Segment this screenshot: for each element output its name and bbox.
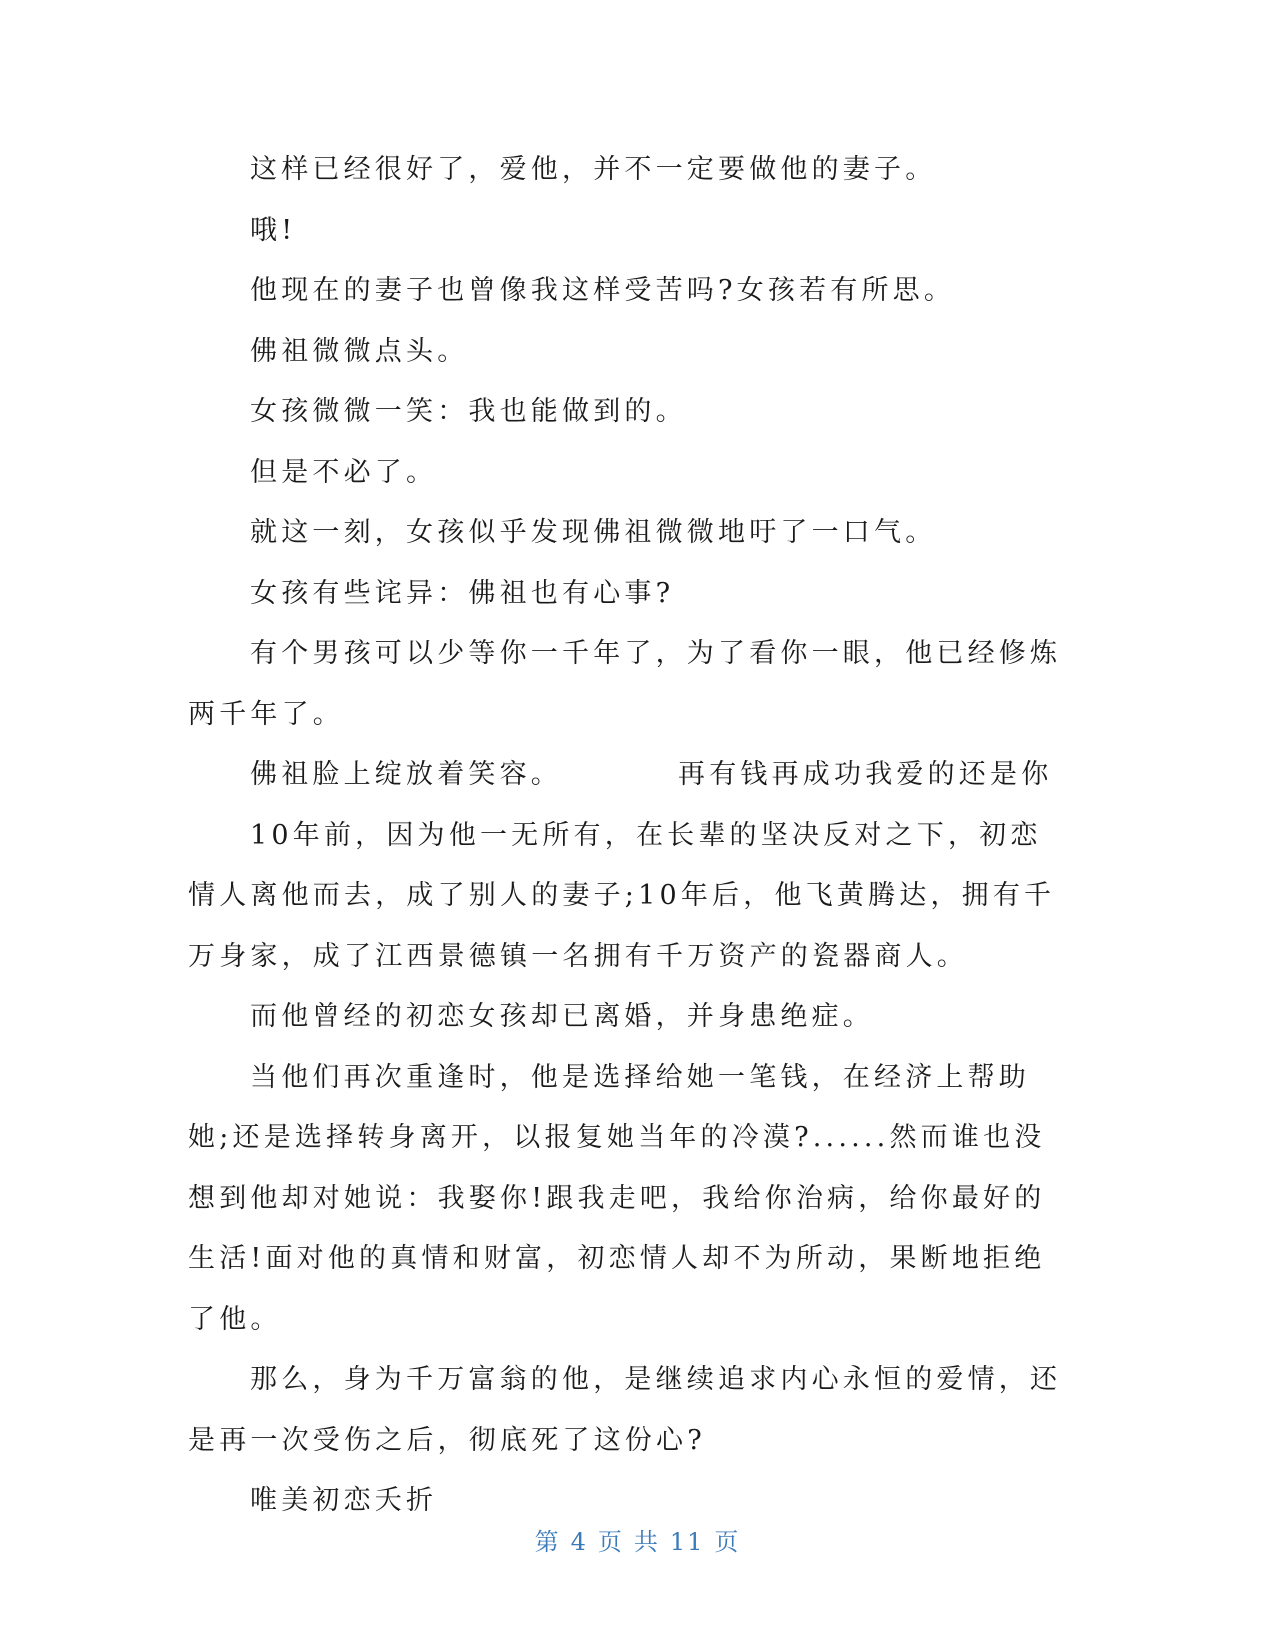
paragraph-9: 有个男孩可以少等你一千年了，为了看你一眼，他已经修炼两千年了。 <box>188 638 1062 730</box>
footer-suffix: 页 <box>714 1528 741 1556</box>
paragraph-10-text: 佛祖脸上绽放着笑容。 <box>250 759 562 790</box>
footer-page-unit: 页 <box>597 1528 624 1556</box>
footer-current-page: 4 <box>570 1528 588 1556</box>
paragraph-13: 当他们再次重逢时，他是选择给她一笔钱，在经济上帮助她;还是选择转身离开，以报复她当年的冷漠?......然而谁也没想到他却对她说：我娶你!跟我走吧，我给你治病，给你最好的生活!面对他的真情和财富，初恋情人却不为所动，果断地拒绝了他。 <box>188 1061 1046 1335</box>
footer-prefix: 第 <box>534 1528 561 1556</box>
paragraph-10 <box>188 745 1068 806</box>
paragraph-14: 那么，身为千万富翁的他，是继续追求内心永恒的爱情，还是再一次受伤之后，彻底死了这份心? <box>188 1364 1062 1456</box>
paragraph-7: 就这一刻，女孩似乎发现佛祖微微地吁了一口气。 <box>250 517 937 548</box>
paragraph-12: 而他曾经的初恋女孩却已离婚，并身患绝症。 <box>250 1001 874 1032</box>
paragraph-3: 他现在的妻子也曾像我这样受苦吗?女孩若有所思。 <box>250 275 956 306</box>
paragraph-4: 佛祖微微点头。 <box>250 335 469 367</box>
inline-heading: 再有钱再成功我爱的还是你 <box>678 759 1053 790</box>
document-body <box>188 140 1068 1532</box>
paragraph-5: 女孩微微一笑：我也能做到的。 <box>250 396 687 427</box>
paragraph-6: 但是不必了。 <box>250 456 438 488</box>
footer-total-pages: 11 <box>669 1528 705 1556</box>
paragraph-11: 10年前，因为他一无所有，在长辈的坚决反对之下，初恋情人离他而去，成了别人的妻子;10年后，他飞黄腾达，拥有千万身家，成了江西景德镇一名拥有千万资产的瓷器商人。 <box>188 819 1056 972</box>
paragraph-15: 唯美初恋夭折 <box>250 1485 438 1516</box>
page-footer <box>0 1522 1275 1557</box>
paragraph-8: 女孩有些诧异：佛祖也有心事? <box>250 577 675 609</box>
paragraph-2: 哦! <box>250 214 297 246</box>
paragraph-1: 这样已经很好了，爱他，并不一定要做他的妻子。 <box>250 154 937 185</box>
footer-total-label: 共 <box>633 1528 660 1556</box>
